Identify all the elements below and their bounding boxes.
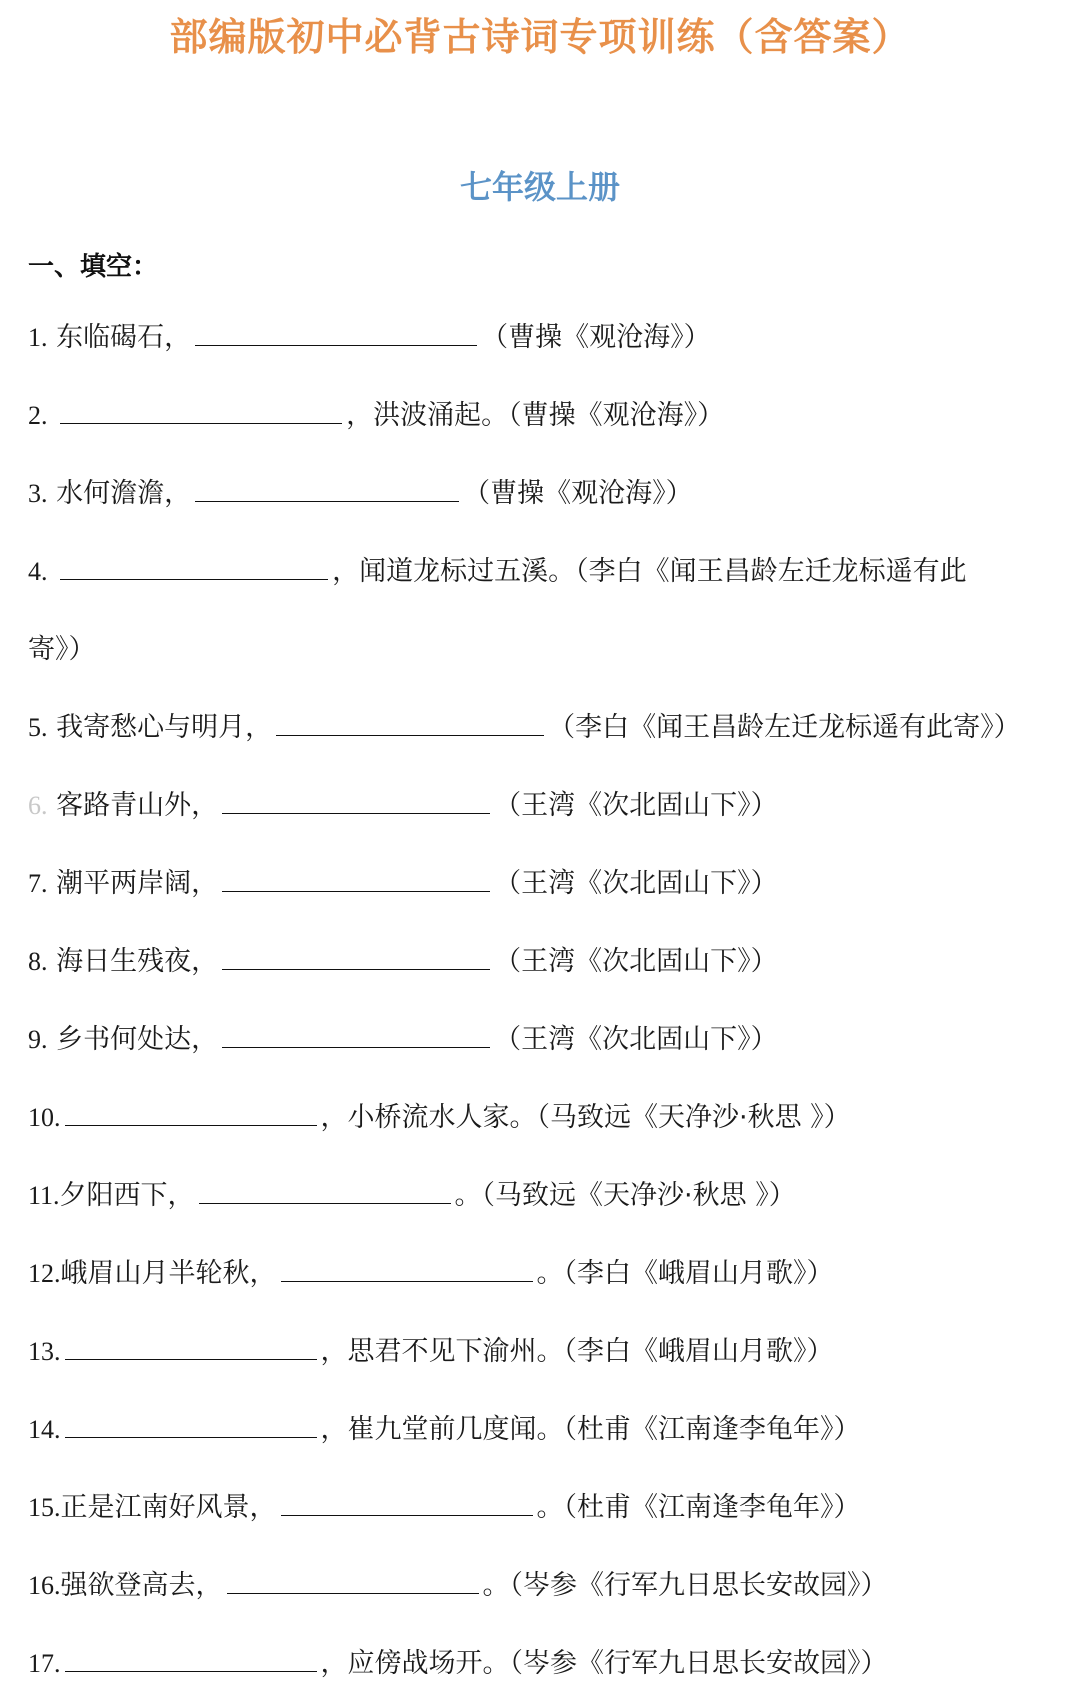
question-number: 4. [28,557,48,586]
answer-blank[interactable] [195,323,477,346]
question-item [28,1254,834,1294]
question-item [28,942,778,982]
answer-blank[interactable] [65,1649,317,1672]
question-item [28,1098,851,1138]
question-suffix: （曹操《观沧海》） [481,322,711,353]
section-heading: 一、填空： [28,252,159,282]
question-suffix: 。（岑参《行军九日思长安故园》） [482,1570,888,1601]
document-title: 部编版初中必背古诗词专项训练（含答案） [169,15,911,59]
question-suffix: （王湾《次北固山下》） [494,1024,778,1055]
question-item [28,786,778,826]
question-suffix: ，崔九堂前几度闻。（杜甫《江南逢李龟年》） [320,1414,861,1445]
question-item [28,1410,861,1450]
question-prefix: 潮平两岸阔， [56,868,219,899]
question-suffix-continued: 寄》） [28,634,96,665]
question-suffix: （李白《闻王昌龄左迁龙标遥有此寄》） [548,712,1021,743]
question-number: 1. [28,323,48,352]
question-suffix: ，洪波涌起。（曹操《观沧海》） [346,400,725,431]
question-suffix: ，闻道龙标过五溪。（李白《闻王昌龄左迁龙标遥有此 [332,556,967,587]
question-item [28,1644,888,1684]
question-number: 12. [28,1259,61,1288]
question-prefix: 海日生残夜， [56,946,219,977]
question-number: 2. [28,401,48,430]
grade-subtitle: 七年级上册 [459,168,620,206]
question-number: 6. [28,791,48,820]
question-number: 5. [28,713,48,742]
question-number: 14. [28,1415,61,1444]
answer-blank[interactable] [60,557,328,580]
question-number: 10. [28,1103,61,1132]
question-prefix: 正是江南好风景， [60,1492,277,1523]
question-suffix: ，应傍战场开。（岑参《行军九日思长安故园》） [320,1648,888,1679]
question-number: 15. [28,1493,61,1522]
question-item [28,1020,778,1060]
answer-blank[interactable] [195,479,459,502]
question-prefix: 水何澹澹， [56,478,192,509]
question-prefix: 夕阳西下， [59,1180,195,1211]
question-prefix: 客路青山外， [56,790,219,821]
answer-blank[interactable] [281,1259,533,1282]
question-suffix: 。（杜甫《江南逢李龟年》） [536,1492,861,1523]
question-item [28,474,693,514]
question-item [28,396,724,436]
question-item [28,1566,888,1606]
answer-blank[interactable] [65,1415,317,1438]
question-suffix: （王湾《次北固山下》） [494,790,778,821]
question-prefix: 强欲登高去， [60,1570,223,1601]
question-item [28,1332,834,1372]
question-number: 3. [28,479,48,508]
question-suffix: ，思君不见下渝州。（李白《峨眉山月歌》） [320,1336,834,1367]
question-number: 8. [28,947,48,976]
question-prefix: 峨眉山月半轮秋， [60,1258,277,1289]
question-number: 13. [28,1337,61,1366]
answer-blank[interactable] [199,1181,451,1204]
answer-blank[interactable] [222,1025,490,1048]
answer-blank[interactable] [60,401,342,424]
question-suffix: ，小桥流水人家。（马致远《天净沙·秋思 》） [320,1102,851,1133]
question-suffix: （王湾《次北固山下》） [494,868,778,899]
answer-blank[interactable] [222,869,490,892]
question-number: 7. [28,869,48,898]
question-prefix: 乡书何处达， [56,1024,219,1055]
answer-blank[interactable] [222,947,490,970]
answer-blank[interactable] [281,1493,533,1516]
question-suffix: （王湾《次北固山下》） [494,946,778,977]
answer-blank[interactable] [227,1571,479,1594]
question-number: 11. [28,1181,60,1210]
answer-blank[interactable] [65,1337,317,1360]
question-number: 9. [28,1025,48,1054]
question-continuation [28,630,96,670]
question-number: 17. [28,1649,61,1678]
question-item [28,318,711,358]
question-item [28,864,778,904]
question-suffix: （曹操《观沧海》） [463,478,693,509]
question-item [28,708,1021,748]
question-suffix: 。（马致远《天净沙·秋思 》） [454,1180,796,1211]
question-item [28,1488,861,1528]
answer-blank[interactable] [65,1103,317,1126]
question-item [28,552,967,592]
question-suffix: 。（李白《峨眉山月歌》） [536,1258,834,1289]
question-prefix: 我寄愁心与明月， [56,712,273,743]
question-number: 16. [28,1571,61,1600]
answer-blank[interactable] [276,713,544,736]
question-prefix: 东临碣石， [56,322,192,353]
question-item [28,1176,796,1216]
answer-blank[interactable] [222,791,490,814]
